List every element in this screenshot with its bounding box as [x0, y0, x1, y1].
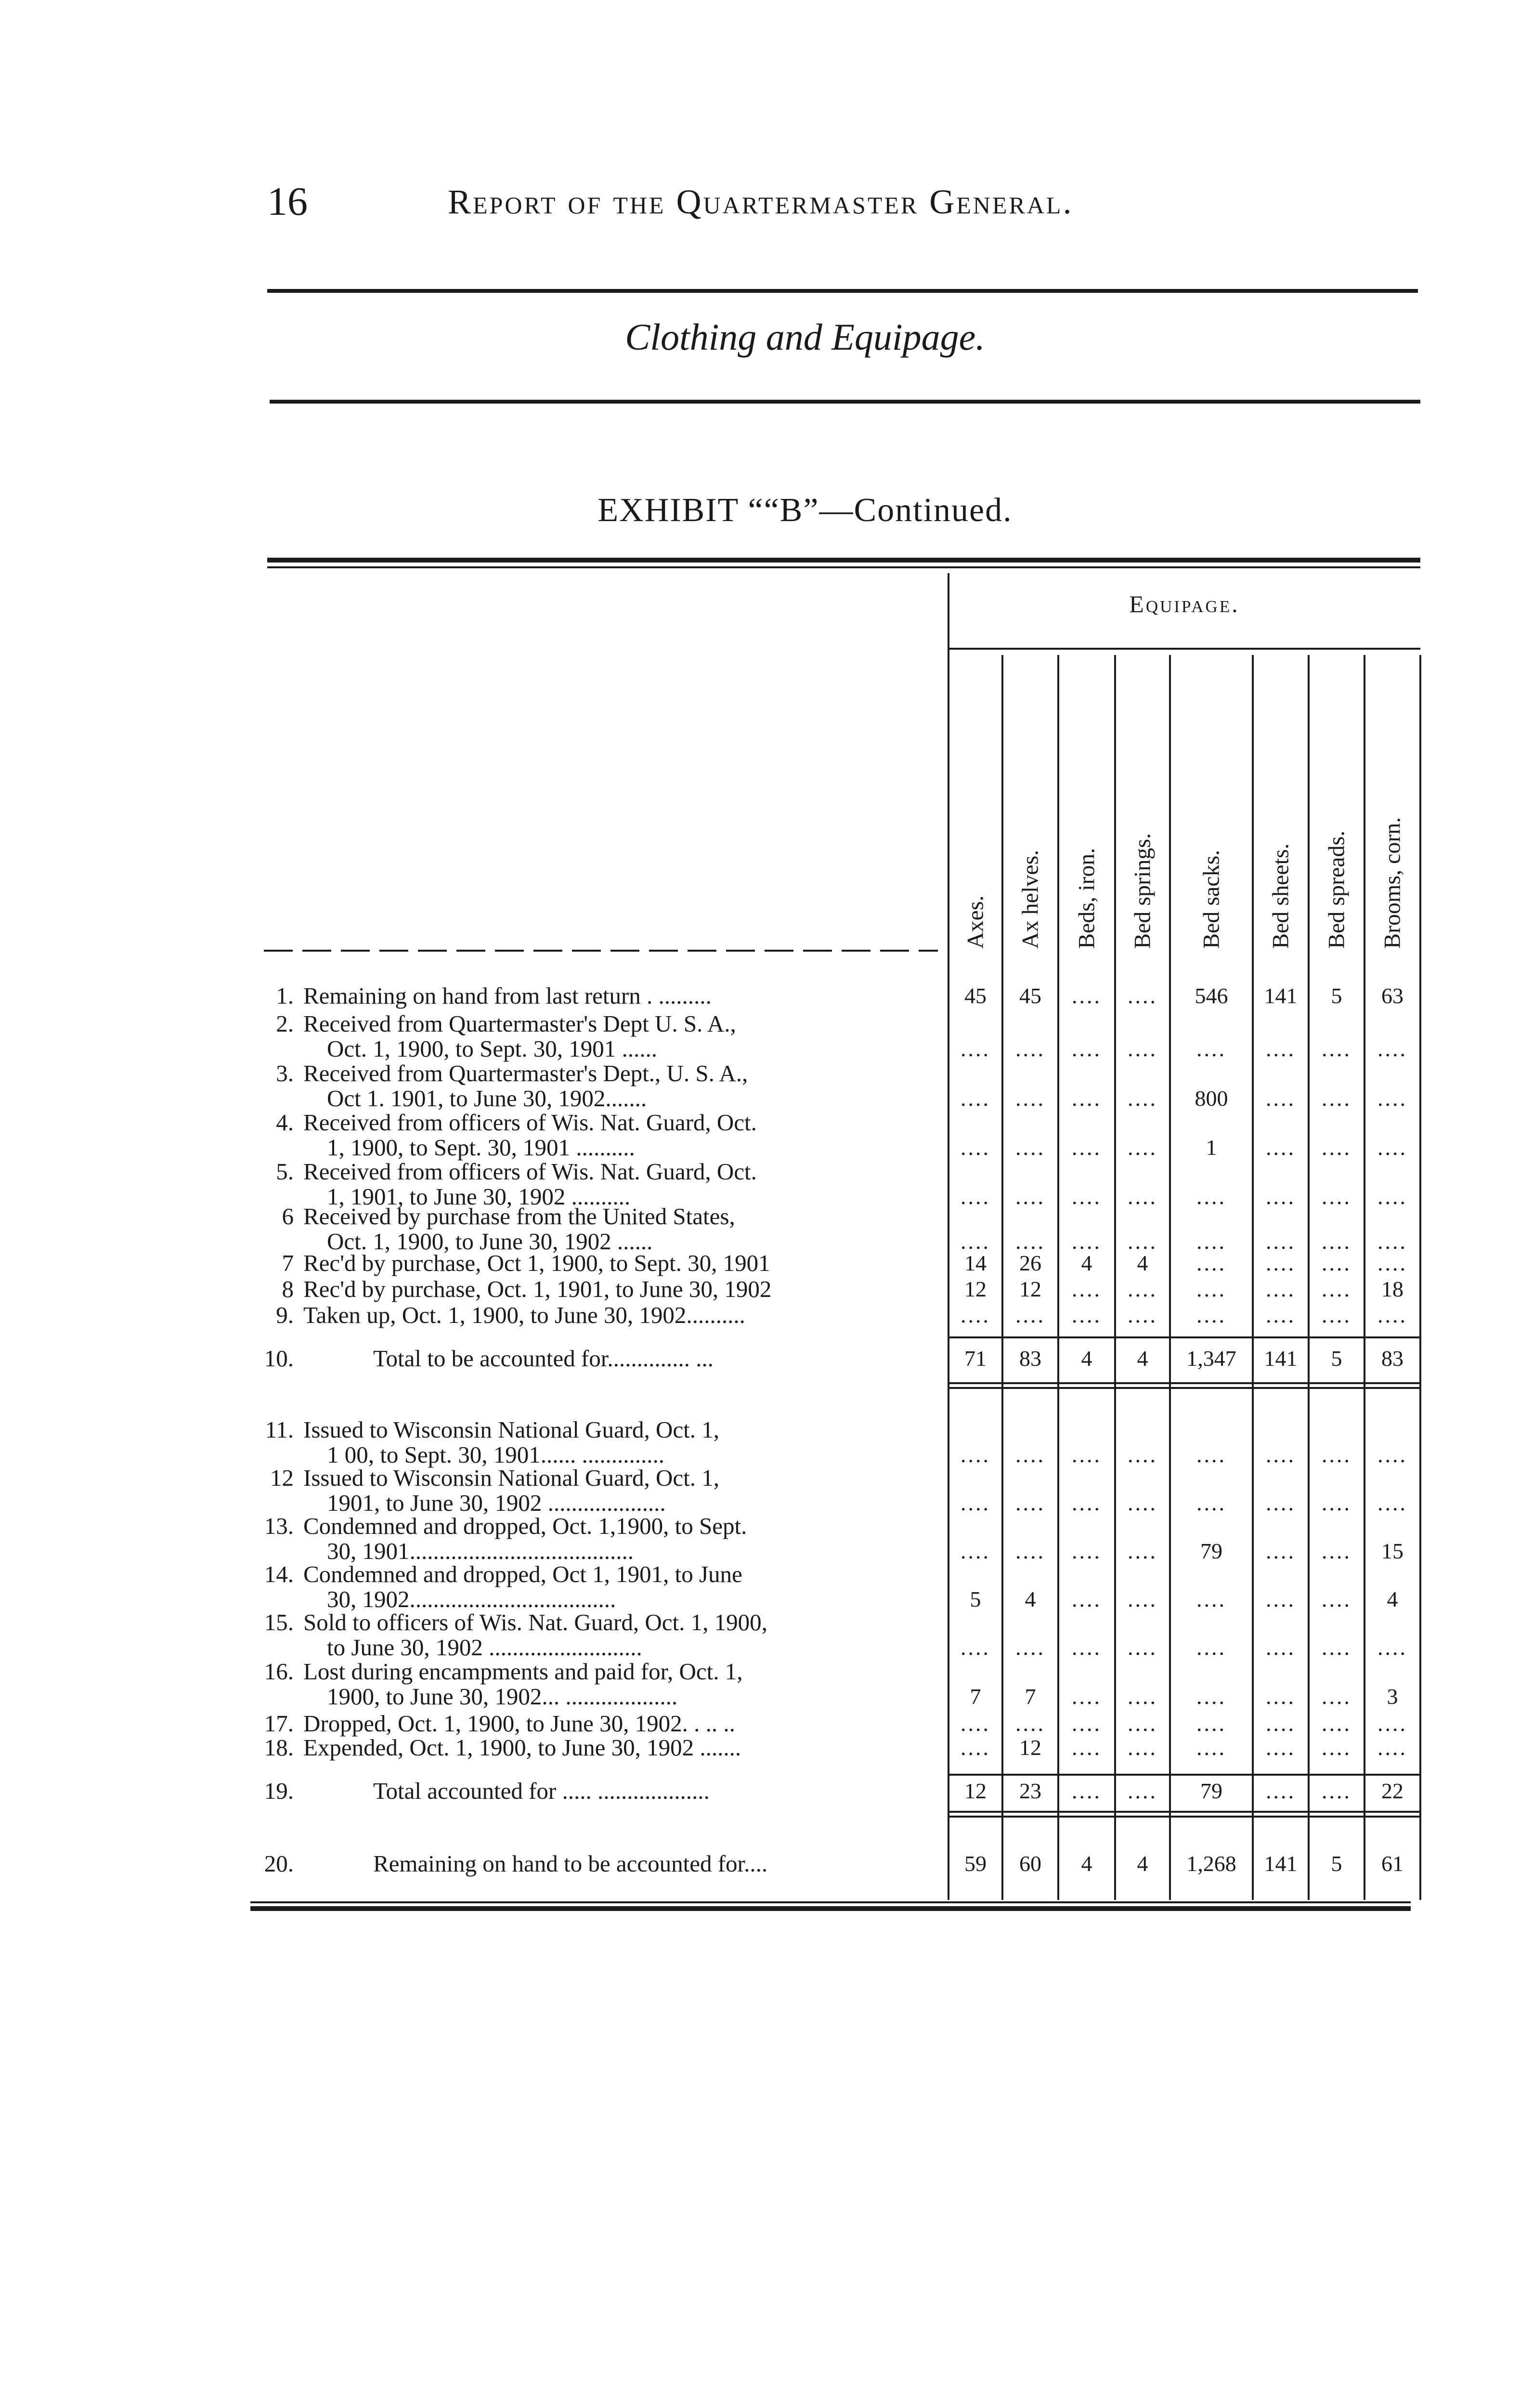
group-header-equipage: Equipage.: [1129, 590, 1240, 617]
row-number: 6: [282, 1203, 294, 1230]
table-cell: [1115, 1303, 1170, 1328]
row-number: 7: [282, 1250, 294, 1276]
group-header-rule: [948, 648, 1420, 650]
table-cell: [1115, 1539, 1170, 1564]
row-label: Lost during encampments and paid for, Oct. 1, 1900, to June 30, 1902... ...................: [303, 1658, 743, 1710]
table-cell: [948, 1086, 1002, 1111]
column-header: [1058, 660, 1115, 949]
table-cell: [1115, 1036, 1170, 1061]
table-cell: [1309, 1277, 1364, 1302]
table-cell: [1170, 1277, 1253, 1302]
row-label: Issued to Wisconsin National Guard, Oct. 1, 1 00, to Sept. 30, 1901...... ..............: [303, 1416, 720, 1468]
table-cell: [1309, 1086, 1364, 1111]
table-cell: [1253, 1635, 1309, 1660]
table-cell: 5: [1331, 983, 1342, 1008]
table-cell: 141: [1264, 983, 1298, 1008]
row-number: 18.: [264, 1734, 294, 1761]
row-number: 20.: [264, 1850, 294, 1877]
table-cell: [1364, 1135, 1420, 1160]
table-cell: 5: [970, 1587, 981, 1611]
row-label: Rec'd by purchase, Oct 1, 1900, to Sept. 30, 1901: [303, 1250, 770, 1276]
row-label: Taken up, Oct. 1, 1900, to June 30, 1902..........: [303, 1302, 745, 1328]
column-header: [948, 660, 1002, 949]
column-header: [1309, 660, 1364, 949]
table-cell: [1058, 1539, 1115, 1564]
row-number: 14.: [264, 1561, 294, 1587]
table-cell: 800: [1195, 1086, 1228, 1111]
table-cell: [1253, 1539, 1309, 1564]
row-label: Dropped, Oct. 1, 1900, to June 30, 1902. . .. ..: [303, 1710, 735, 1737]
row-label: Total accounted for ..... ...................: [373, 1778, 710, 1804]
sum-rule: [948, 1336, 1420, 1338]
table-cell: 1,268: [1186, 1851, 1236, 1876]
table-cell: [1309, 1303, 1364, 1328]
stub-dash-rule: [264, 950, 938, 952]
table-cell: 61: [1381, 1851, 1403, 1876]
table-cell: [1002, 1184, 1058, 1209]
row-label: Condemned and dropped, Oct. 1,1900, to Sept. 30, 1901......................................: [303, 1513, 747, 1564]
column-header-label: Bed spreads.: [1324, 830, 1350, 949]
table-cell: [948, 1303, 1002, 1328]
table-cell: [1364, 1442, 1420, 1467]
row-label: Sold to officers of Wis. Nat. Guard, Oct. 1, 1900, to June 30, 1902 ..........................: [303, 1609, 767, 1661]
table-cell: [1058, 983, 1115, 1008]
row-number: 8: [282, 1276, 294, 1302]
table-cell: [1170, 1735, 1253, 1760]
table-cell: [948, 1442, 1002, 1467]
table-cell: [1058, 1086, 1115, 1111]
table-cell: [1115, 1711, 1170, 1736]
table-cell: 1: [1206, 1135, 1217, 1160]
table-cell: [1170, 1711, 1253, 1736]
table-cell: [1253, 1711, 1309, 1736]
row-number: 3.: [276, 1060, 294, 1086]
column-header: [1002, 660, 1058, 949]
table-cell: [1309, 1036, 1364, 1061]
table-cell: 12: [964, 1277, 987, 1301]
row-number: 15.: [264, 1609, 294, 1636]
table-cell: [1002, 1711, 1058, 1736]
double-rule: [948, 1382, 1420, 1389]
table-cell: 45: [964, 983, 987, 1008]
table-cell: [1364, 1184, 1420, 1209]
row-number: 5.: [276, 1158, 294, 1185]
row-label: Rec'd by purchase, Oct. 1, 1901, to June 30, 1902: [303, 1276, 772, 1302]
row-label: Received by purchase from the United States, Oct. 1, 1900, to June 30, 1902 ......: [303, 1203, 735, 1255]
table-cell: [1253, 1587, 1309, 1612]
column-header-label: Bed sheets.: [1268, 843, 1294, 949]
table-cell: [1115, 1587, 1170, 1612]
row-label: Remaining on hand from last return . .........: [303, 982, 712, 1009]
table-cell: [1002, 1303, 1058, 1328]
sum-rule: [948, 1774, 1420, 1776]
table-cell: 4: [1137, 1851, 1148, 1876]
running-head: Report of the Quartermaster General.: [448, 183, 1074, 221]
table-cell: [1170, 1587, 1253, 1612]
table-cell: 4: [1025, 1587, 1036, 1611]
table-cell: 45: [1019, 983, 1041, 1008]
row-number: 1.: [276, 982, 294, 1009]
table-cell: [1364, 1036, 1420, 1061]
row-number: 17.: [264, 1710, 294, 1737]
column-header-label: Bed sacks.: [1198, 850, 1224, 949]
table-cell: [1115, 1184, 1170, 1209]
column-header-label: Axes.: [962, 895, 988, 949]
table-cell: [1253, 1735, 1309, 1760]
table-cell: 546: [1195, 983, 1228, 1008]
table-cell: 141: [1264, 1346, 1298, 1371]
table-cell: [1058, 1036, 1115, 1061]
table-cell: [1058, 1303, 1115, 1328]
table-cell: [1058, 1277, 1115, 1302]
table-cell: [948, 1711, 1002, 1736]
row-label: Received from Quartermaster's Dept U. S. A., Oct. 1, 1900, to Sept. 30, 1901 ......: [303, 1010, 736, 1062]
table-cell: 15: [1381, 1539, 1403, 1563]
column-header-label: Beds, iron.: [1074, 848, 1100, 949]
table-cell: [1253, 1184, 1309, 1209]
row-label: Condemned and dropped, Oct 1, 1901, to June 30, 1902...................................: [303, 1561, 742, 1612]
table-cell: 4: [1081, 1251, 1092, 1275]
table-cell: [1115, 1779, 1170, 1804]
table-cell: [1253, 1251, 1309, 1276]
exhibit-title: EXHIBIT ““B”—Continued.: [598, 492, 1013, 529]
table-cell: [1170, 1442, 1253, 1467]
table-cell: [1309, 1135, 1364, 1160]
table-cell: [1253, 1135, 1309, 1160]
table-cell: [1170, 1684, 1253, 1709]
table-cell: [1253, 1303, 1309, 1328]
table-cell: [1115, 1135, 1170, 1160]
table-cell: [948, 1135, 1002, 1160]
row-label: Expended, Oct. 1, 1900, to June 30, 1902 .......: [303, 1734, 741, 1761]
table-cell: 79: [1200, 1539, 1222, 1563]
table-cell: [1058, 1711, 1115, 1736]
table-cell: 79: [1200, 1779, 1222, 1803]
table-cell: [1364, 1711, 1420, 1736]
column-header: [1170, 660, 1253, 949]
table-cell: [1115, 1277, 1170, 1302]
table-cell: [1309, 1442, 1364, 1467]
table-cell: 59: [964, 1851, 987, 1876]
table-cell: [1170, 1491, 1253, 1516]
table-cell: 23: [1019, 1779, 1041, 1803]
table-cell: [1058, 1779, 1115, 1804]
table-cell: 60: [1019, 1851, 1041, 1876]
table-cell: [1058, 1587, 1115, 1612]
table-cell: [1115, 1086, 1170, 1111]
table-cell: [948, 1635, 1002, 1660]
table-cell: [1170, 1184, 1253, 1209]
row-label: Issued to Wisconsin National Guard, Oct. 1, 1901, to June 30, 1902 ....................: [303, 1465, 720, 1516]
column-header: [1115, 660, 1170, 949]
column-header-label: Brooms, corn.: [1379, 817, 1405, 949]
table-cell: [1253, 1684, 1309, 1709]
table-cell: 141: [1264, 1851, 1298, 1876]
row-number: 4.: [276, 1109, 294, 1136]
table-cell: 4: [1081, 1346, 1092, 1371]
table-cell: 5: [1331, 1346, 1342, 1371]
table-cell: [1364, 1735, 1420, 1760]
table-cell: [1309, 1779, 1364, 1804]
table-cell: 63: [1381, 983, 1403, 1008]
table-cell: [1058, 1184, 1115, 1209]
table-cell: [1253, 1277, 1309, 1302]
table-cell: [1058, 1684, 1115, 1709]
table-cell: [1253, 1491, 1309, 1516]
table-cell: 71: [964, 1346, 987, 1371]
table-cell: 7: [970, 1684, 981, 1709]
table-cell: 3: [1387, 1684, 1398, 1709]
table-cell: [1115, 1491, 1170, 1516]
table-cell: [1309, 1251, 1364, 1276]
table-cell: [1364, 1491, 1420, 1516]
table-cell: [1002, 1539, 1058, 1564]
column-header-label: Ax helves.: [1017, 850, 1043, 949]
table-cell: [1002, 1635, 1058, 1660]
table-cell: [1309, 1711, 1364, 1736]
table-cell: [1115, 1635, 1170, 1660]
table-cell: 5: [1331, 1851, 1342, 1876]
table-cell: [1058, 1491, 1115, 1516]
table-cell: [1364, 1303, 1420, 1328]
row-label: Remaining on hand to be accounted for....: [373, 1850, 768, 1877]
page-number: 16: [267, 179, 308, 224]
table-cell: [1309, 1735, 1364, 1760]
section-title: Clothing and Equipage.: [625, 316, 985, 358]
table-cell: [1115, 983, 1170, 1008]
table-cell: [948, 1735, 1002, 1760]
table-cell: [1309, 1587, 1364, 1612]
row-number: 10.: [264, 1345, 294, 1372]
table-cell: [1002, 1036, 1058, 1061]
table-cell: 83: [1019, 1346, 1041, 1371]
table-cell: [1309, 1684, 1364, 1709]
table-cell: [1058, 1635, 1115, 1660]
table-cell: 22: [1381, 1779, 1403, 1803]
column-header: [1253, 660, 1309, 949]
table-cell: [1170, 1251, 1253, 1276]
table-cell: [1253, 1442, 1309, 1467]
table-cell: 14: [964, 1251, 987, 1275]
double-rule: [948, 1811, 1420, 1818]
table-cell: [1115, 1442, 1170, 1467]
row-number: 2.: [276, 1010, 294, 1037]
table-cell: [948, 1491, 1002, 1516]
table-cell: [1170, 1036, 1253, 1061]
column-header: [1364, 660, 1420, 949]
table-cell: [1309, 1184, 1364, 1209]
row-number: 19.: [264, 1778, 294, 1804]
row-label: Received from Quartermaster's Dept., U. S. A., Oct 1. 1901, to June 30, 1902.......: [303, 1060, 748, 1112]
row-number: 13.: [264, 1513, 294, 1539]
table-bottom-rule-thick: [250, 1906, 1411, 1911]
table-cell: [1002, 1135, 1058, 1160]
row-label: Total to be accounted for.............. ...: [373, 1345, 714, 1372]
table-cell: [1170, 1635, 1253, 1660]
table-cell: [1002, 1086, 1058, 1111]
table-cell: 12: [964, 1779, 987, 1803]
table-cell: [1364, 1251, 1420, 1276]
table-cell: 12: [1019, 1735, 1041, 1760]
table-cell: [1364, 1635, 1420, 1660]
row-number: 9.: [276, 1302, 294, 1328]
row-label: Received from officers of Wis. Nat. Guard, Oct. 1, 1900, to Sept. 30, 1901 ..........: [303, 1109, 757, 1161]
row-number: 12: [270, 1465, 294, 1491]
table-cell: [1170, 1303, 1253, 1328]
table-cell: 26: [1019, 1251, 1041, 1275]
table-cell: 4: [1137, 1251, 1148, 1275]
table-cell: [948, 1036, 1002, 1061]
table-bottom-rule-thin: [250, 1901, 1411, 1903]
table-cell: 4: [1387, 1587, 1398, 1611]
column-header-label: Bed springs.: [1130, 833, 1156, 949]
table-cell: 12: [1019, 1277, 1041, 1301]
row-number: 11.: [265, 1416, 294, 1443]
table-cell: 18: [1381, 1277, 1403, 1301]
table-cell: [1058, 1442, 1115, 1467]
table-cell: [1364, 1086, 1420, 1111]
row-number: 16.: [264, 1658, 294, 1685]
table-cell: 7: [1025, 1684, 1036, 1709]
table-cell: [1253, 1779, 1309, 1804]
table-cell: [1309, 1635, 1364, 1660]
table-cell: [1253, 1036, 1309, 1061]
table-cell: [1309, 1539, 1364, 1564]
table-cell: [948, 1539, 1002, 1564]
table-cell: [1002, 1491, 1058, 1516]
table-cell: 4: [1137, 1346, 1148, 1371]
table-cell: 1,347: [1186, 1346, 1236, 1371]
table-cell: 83: [1381, 1346, 1403, 1371]
table-cell: [1253, 1086, 1309, 1111]
row-label: Received from officers of Wis. Nat. Guard, Oct. 1, 1901, to June 30, 1902 ..........: [303, 1158, 757, 1210]
table-cell: [948, 1184, 1002, 1209]
table-cell: [1058, 1135, 1115, 1160]
table-cell: [1002, 1442, 1058, 1467]
table-cell: [1058, 1735, 1115, 1760]
table-cell: [1309, 1491, 1364, 1516]
table-cell: [1115, 1735, 1170, 1760]
table-cell: [1115, 1684, 1170, 1709]
table-cell: 4: [1081, 1851, 1092, 1876]
